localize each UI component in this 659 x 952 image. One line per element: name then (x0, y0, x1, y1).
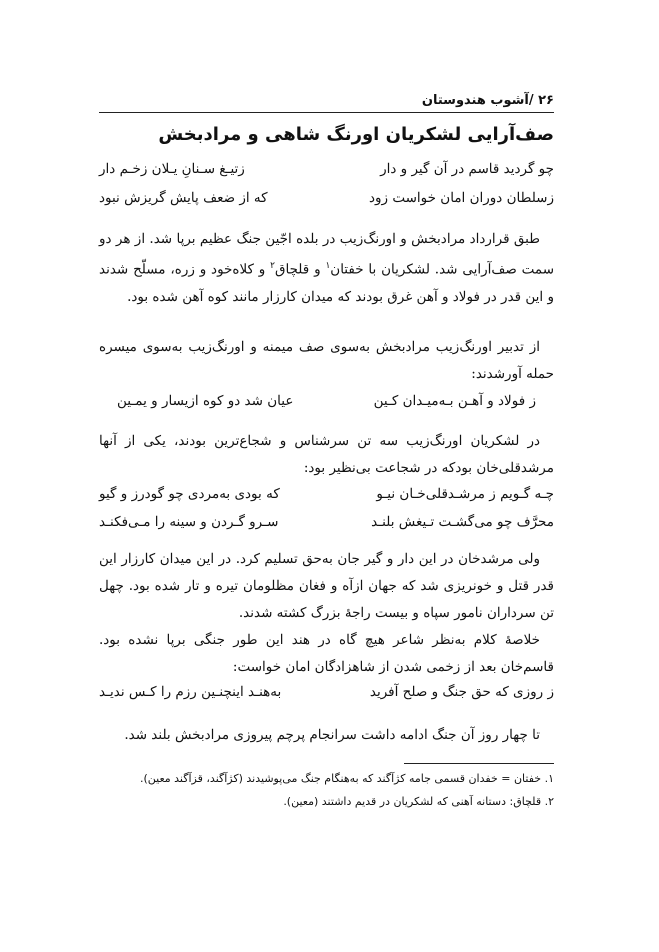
footnote: ۱. خفتان = خفدان قسمی جامه کژآگند که به‌هنگام جنگ می‌پوشیدند (کژآگند، قزآگند معین). (139, 772, 554, 785)
paragraph: خلاصهٔ کلام به‌نظر شاعر هیچ گاه در هند این طور جنگی برپا نشده بود. قاسم‌خان بعد از زخمی شدن از شاهزادگان امان خواست: (99, 632, 554, 675)
footnote-separator (404, 763, 554, 764)
verse-hemistich-first: زسلطان دوران امان خواست زود (369, 190, 554, 206)
verse-line (99, 190, 554, 212)
paragraph: از تدبیر اورنگ‌زیب مرادبخش به‌سوی صف میمنه و اورنگ‌زیب به‌سوی میسره حمله آورشدند: (99, 339, 554, 382)
verse-hemistich-first: ز روزی که حق جنگ و صلح آفرید (369, 684, 554, 700)
paragraph-text: و کلاه‌خود و زره، مسلّح شدند و این قدر در فولاد و آهن غرق بودند که میدان کارزار مانند کوه آهن شده بود. (99, 261, 554, 305)
paragraph: تا چهار روز آن جنگ ادامه داشت سرانجام پرچم پیروزی مرادبخش بلند شد. (124, 727, 540, 743)
paragraph (99, 226, 554, 311)
verse-hemistich-second: که بودی به‌مردی چو گودرز و گیو (99, 486, 280, 502)
paragraph: ولی مرشدخان در این دار و گیر جان به‌حق تسلیم کرد. در این میدان کارزار این قدر قتل و خونریزی شد که جهان ازآه و فغان مظلومان تیره و تار شده بود. چهل تن سرداران نامور سپاه و بیست راجهٔ بزرگ کشته شدند. (99, 551, 554, 621)
verse-hemistich-second: زتیـغ سـنانِ یـلان زخـم دار (99, 161, 245, 177)
footnote-ref: ۲ (270, 261, 275, 271)
verse-line (99, 393, 554, 415)
section-title: صف‌آرایی لشکریان اورنگ شاهی و مرادبخش (158, 124, 554, 145)
verse-hemistich-second: به‌هنـد اینچنـین رزم را کـس ندیـد (99, 684, 282, 700)
verse-line (99, 684, 554, 706)
verse-hemistich-first: محرَّف چو می‌گشـت تـیغش بلنـد (371, 514, 554, 530)
verse-hemistich-second: که از ضعف پایش گریزش نبود (99, 190, 268, 206)
paragraph-text: طبق قرارداد مرادبخش و اورنگ‌زیب در بلده اجّین جنگ عظیم برپا شد. از هر دو سمت صف‌آرایی شد. لشکریان با خفتان (99, 231, 555, 278)
verse-hemistich-second: سـرو گـردن و سینه را مـی‌فکنـد (99, 514, 279, 530)
verse-line (99, 486, 554, 508)
verse-hemistich-first: چو گردید قاسم در آن گیر و دار (380, 161, 554, 177)
footnote: ۲. قلچاق: دستانه آهنی که لشکریان در قدیم داشتند (معین). (283, 795, 554, 808)
paragraph-text: و قلچاق (275, 261, 326, 278)
verse-line (99, 161, 554, 183)
verse-hemistich-second: عیان شد دو کوه ازیسار و یمـین (117, 393, 294, 409)
running-header: ۲۶ /آشوب هندوستان (99, 92, 554, 113)
paragraph: در لشکریان اورنگ‌زیب سه تن سرشناس و شجاع‌ترین بودند، یکی از آنها مرشدقلی‌خان بودکه در شجاعت بی‌نظیر بود: (99, 433, 554, 476)
footnote-ref: ۱ (325, 261, 331, 271)
verse-hemistich-first: چـه گـویم ز مرشـدقلی‌خـان نیـو (376, 486, 554, 502)
verse-hemistich-first: ز فولاد و آهـن بـه‌میـدان کـین (373, 393, 536, 409)
verse-line (99, 514, 554, 536)
